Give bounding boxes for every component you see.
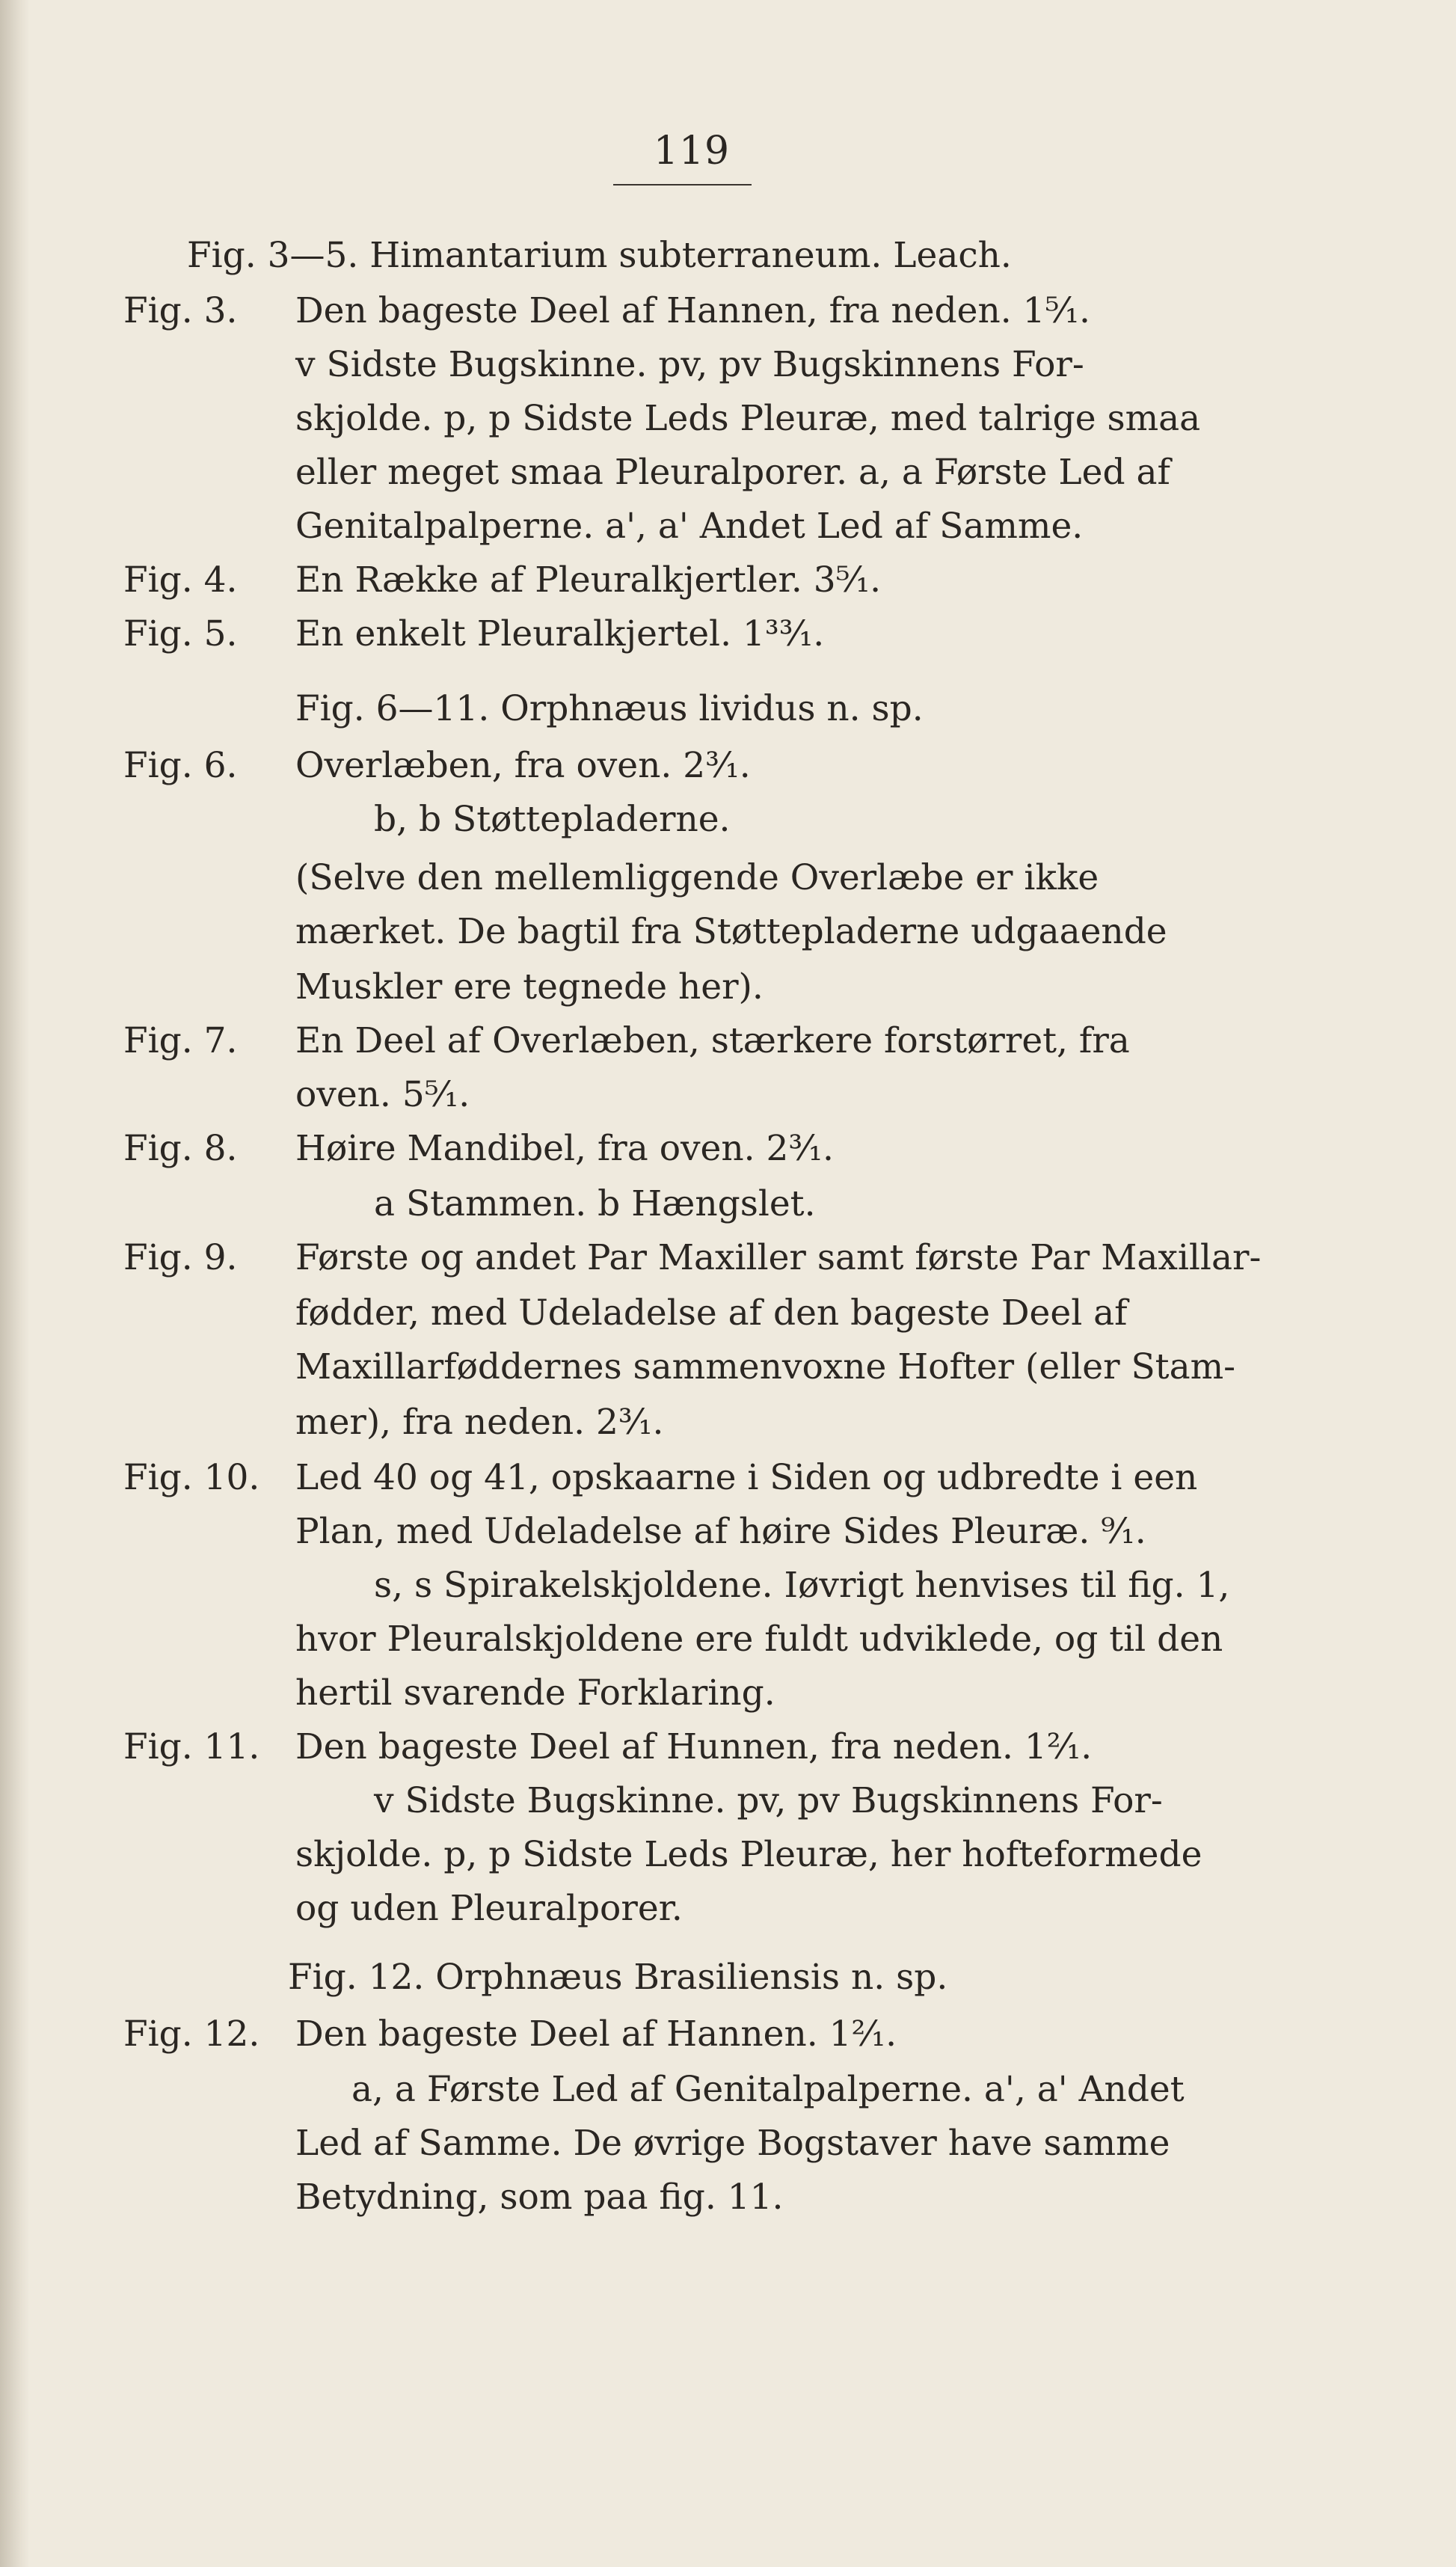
caption-line: En Deel af Overlæben, stærkere forstørret, fra (295, 1020, 1130, 1061)
section-heading-fig-6-11: Fig. 6—11. Orphnæus lividus n. sp. (295, 688, 924, 729)
caption-line: hvor Pleuralskjoldene ere fuldt udviklede, og til den (295, 1619, 1223, 1660)
caption-line: eller meget smaa Pleuralporer. a, a Første Led af (295, 452, 1170, 493)
caption-line: fødder, med Udeladelse af den bageste Deel af (295, 1292, 1128, 1334)
caption-line: v Sidste Bugskinne. pv, pv Bugskinnens For- (374, 1780, 1163, 1821)
caption-line: og uden Pleuralporer. (295, 1888, 683, 1929)
section-heading-fig-12: Fig. 12. Orphnæus Brasiliensis n. sp. (288, 1957, 948, 1998)
figure-label: Fig. 3. (123, 290, 238, 331)
caption-line: Den bageste Deel af Hannen, fra neden. 1⁵⁄₁. (295, 290, 1090, 331)
caption-line: En enkelt Pleuralkjertel. 1³³⁄₁. (295, 613, 825, 654)
caption-line: a Stammen. b Hængslet. (374, 1183, 816, 1224)
section-heading-fig-3-5 (187, 235, 1012, 276)
caption-line: Muskler ere tegnede her). (295, 966, 764, 1008)
caption-line: Genitalpalperne. a', a' Andet Led af Samme. (295, 506, 1084, 547)
caption-line: v Sidste Bugskinne. pv, pv Bugskinnens For- (295, 344, 1084, 385)
caption-line: Den bageste Deel af Hannen. 1²⁄₁. (295, 2014, 897, 2055)
page-number-rule (613, 184, 752, 185)
page-number: 119 (653, 129, 731, 174)
caption-line: Plan, med Udeladelse af høire Sides Pleuræ. ⁹⁄₁. (295, 1511, 1146, 1552)
figure-label: Fig. 4. (123, 559, 238, 601)
caption-line: a, a Første Led af Genitalpalperne. a', a' Andet (351, 2069, 1185, 2110)
caption-line: En Række af Pleuralkjertler. 3⁵⁄₁. (295, 559, 882, 601)
caption-line: mærket. De bagtil fra Støttepladerne udgaaende (295, 911, 1167, 952)
caption-line: Overlæben, fra oven. 2³⁄₁. (295, 745, 751, 786)
figure-label: Fig. 9. (123, 1237, 238, 1278)
caption-line: skjolde. p, p Sidste Leds Pleuræ, med talrige smaa (295, 398, 1201, 439)
line-text: Fig. 3—5. Himantarium subterraneum. Leach. (187, 235, 1012, 276)
caption-line: Maxillarføddernes sammenvoxne Hofter (eller Stam- (295, 1346, 1236, 1387)
caption-line: Betydning, som paa fig. 11. (295, 2177, 784, 2218)
caption-line: s, s Spirakelskjoldene. Iøvrigt henvises til fig. 1, (374, 1565, 1230, 1606)
caption-line: Den bageste Deel af Hunnen, fra neden. 1²⁄₁. (295, 1726, 1093, 1767)
caption-line: hertil svarende Forklaring. (295, 1672, 775, 1714)
caption-line: Led 40 og 41, opskaarne i Siden og udbredte i een (295, 1457, 1198, 1498)
caption-line: b, b Støttepladerne. (374, 799, 731, 840)
caption-line: Høire Mandibel, fra oven. 2³⁄₁. (295, 1128, 834, 1169)
figure-label: Fig. 12. (123, 2014, 260, 2055)
binding-shadow (0, 0, 30, 2567)
caption-line: Led af Samme. De øvrige Bogstaver have samme (295, 2123, 1170, 2164)
figure-label: Fig. 6. (123, 745, 238, 786)
caption-line: mer), fra neden. 2³⁄₁. (295, 1402, 664, 1443)
caption-line: oven. 5⁵⁄₁. (295, 1074, 470, 1115)
caption-line: Første og andet Par Maxiller samt første Par Maxillar- (295, 1237, 1262, 1278)
figure-label: Fig. 7. (123, 1020, 238, 1061)
figure-label: Fig. 11. (123, 1726, 260, 1767)
figure-label: Fig. 5. (123, 613, 238, 654)
caption-line: skjolde. p, p Sidste Leds Pleuræ, her hofteformede (295, 1834, 1202, 1875)
caption-line: (Selve den mellemliggende Overlæbe er ikke (295, 857, 1099, 898)
figure-label: Fig. 8. (123, 1128, 238, 1169)
figure-label: Fig. 10. (123, 1457, 260, 1498)
